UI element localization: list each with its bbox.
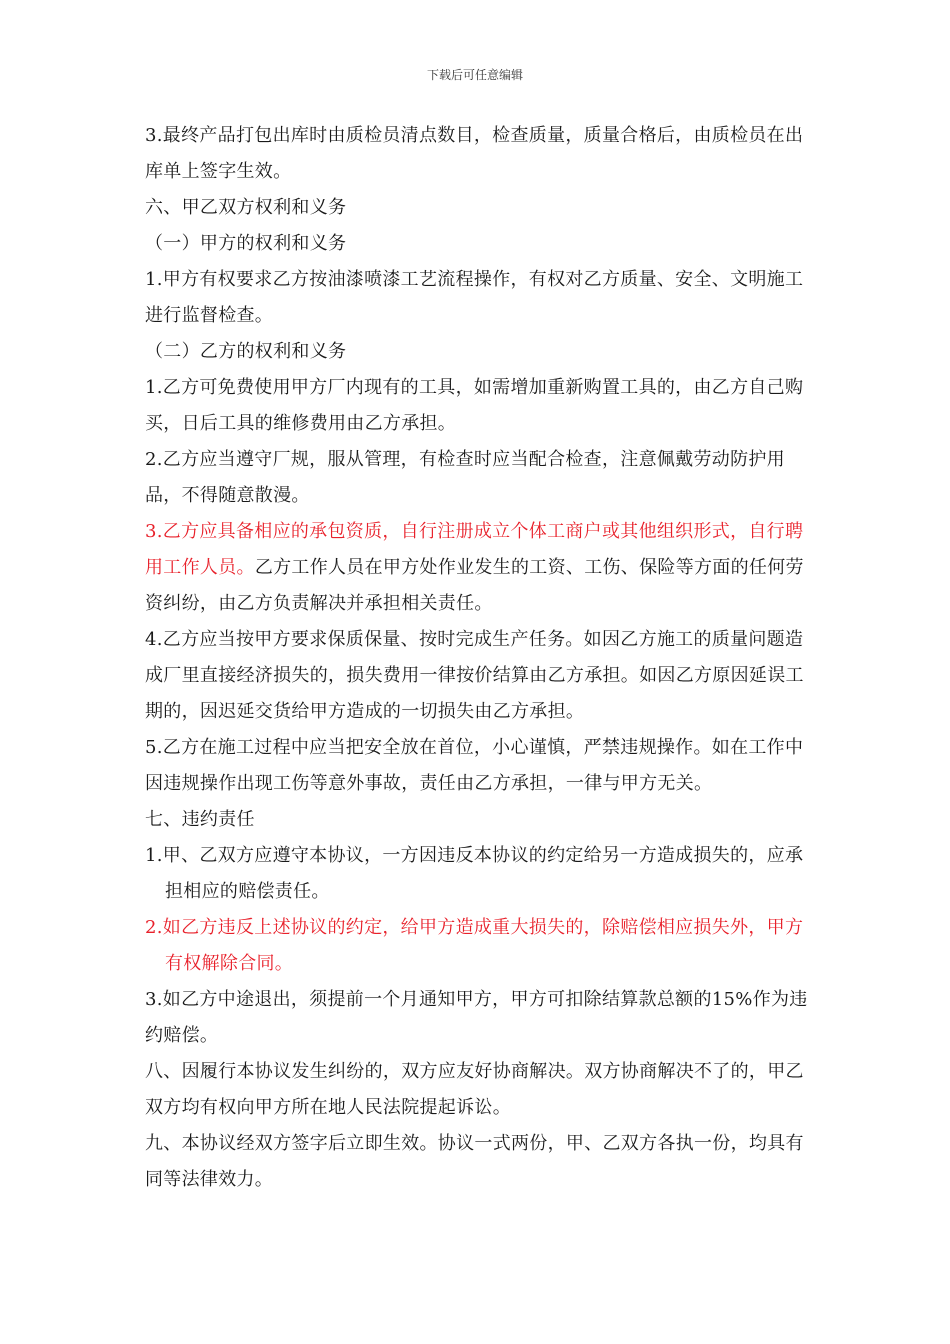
subsection-heading: （二）乙方的权利和义务 [145, 341, 347, 362]
paragraph-highlighted: 2.如乙方违反上述协议的约定，给甲方造成重大损失的，除赔偿相应损失外，甲方有权解除合同。 [145, 917, 804, 974]
subsection-heading: （一）甲方的权利和义务 [145, 233, 347, 254]
paragraph: 九、本协议经双方签字后立即生效。协议一式两份，甲、乙双方各执一份，均具有同等法律效力。 [145, 1133, 804, 1190]
highlighted-text: 3.乙方应具备相应的承包资质，自行注册成立个体工商户或其他组织形式，自行聘用工作人员。 [145, 521, 804, 578]
page-header: 下载后可任意编辑 [426, 68, 523, 82]
paragraph: 4.乙方应当按甲方要求保质保量、按时完成生产任务。如因乙方施工的质量问题造成厂里直接经济损失的，损失费用一律按价结算由乙方承担。如因乙方原因延误工期的，因迟延交货给甲方造成的一切损失由乙方承担。 [145, 629, 804, 722]
paragraph: 2.乙方应当遵守厂规，服从管理，有检查时应当配合检查，注意佩戴劳动防护用品，不得随意散漫。 [145, 449, 785, 506]
document-body [145, 118, 815, 1198]
paragraph: 5.乙方在施工过程中应当把安全放在首位，小心谨慎，严禁违规操作。如在工作中因违规操作出现工伤等意外事故，责任由乙方承担，一律与甲方无关。 [145, 737, 804, 794]
paragraph: 3.如乙方中途退出，须提前一个月通知甲方，甲方可扣除结算款总额的15%作为违约赔偿。 [145, 989, 808, 1046]
paragraph: 1.甲、乙双方应遵守本协议，一方因违反本协议的约定给另一方造成损失的，应承担相应的赔偿责任。 [145, 845, 804, 902]
paragraph: 3.乙方应具备相应的承包资质，自行注册成立个体工商户或其他组织形式，自行聘用工作人员。乙方工作人员在甲方处作业发生的工资、工伤、保险等方面的任何劳资纠纷，由乙方负责解决并承担相关责任。 [145, 521, 804, 614]
paragraph: 3.最终产品打包出库时由质检员清点数目，检查质量，质量合格后，由质检员在出库单上签字生效。 [145, 125, 804, 182]
section-heading: 六、甲乙双方权利和义务 [145, 197, 347, 218]
paragraph: 八、因履行本协议发生纠纷的，双方应友好协商解决。双方协商解决不了的，甲乙双方均有权向甲方所在地人民法院提起诉讼。 [145, 1061, 804, 1118]
section-heading: 七、违约责任 [145, 809, 255, 830]
paragraph: 1.甲方有权要求乙方按油漆喷漆工艺流程操作，有权对乙方质量、安全、文明施工进行监督检查。 [145, 269, 804, 326]
paragraph: 1.乙方可免费使用甲方厂内现有的工具，如需增加重新购置工具的，由乙方自己购买，日后工具的维修费用由乙方承担。 [145, 377, 804, 434]
